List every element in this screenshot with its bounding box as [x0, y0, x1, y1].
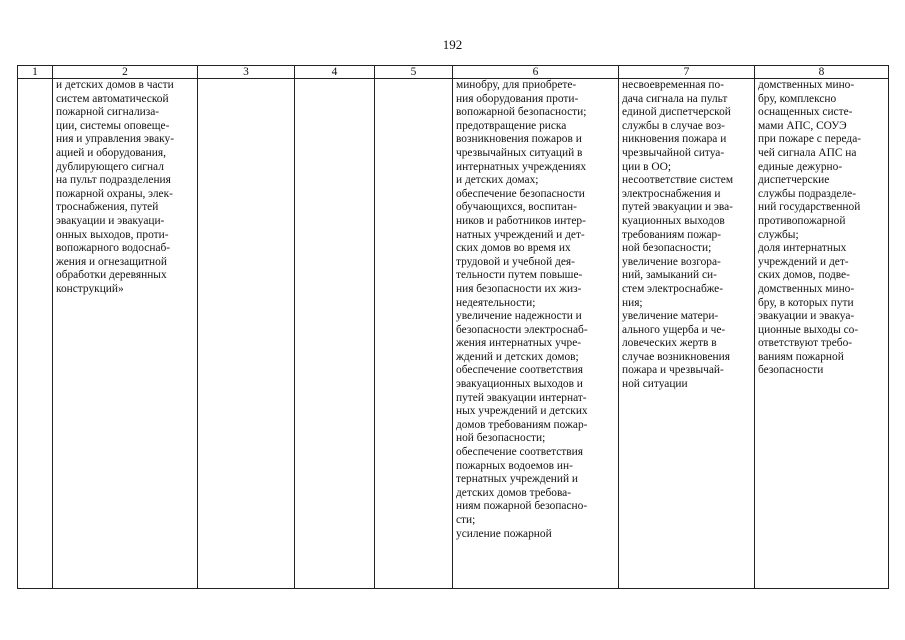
- cell-col-6: [453, 79, 619, 589]
- col6-text-line: эвакуационных выходов и: [456, 378, 583, 391]
- col8-text-line: ний государственной: [758, 201, 861, 214]
- col7-text-line: случае возникновения: [622, 350, 730, 363]
- col2-text-line: конструкций»: [56, 282, 124, 295]
- col2-text-line: эвакуации и эвакуаци-: [56, 214, 165, 227]
- col6-text-line: ниям пожарной безопасно-: [456, 500, 588, 513]
- col2-text-line: жения и огнезащитной: [56, 255, 167, 268]
- document-table: [17, 65, 889, 589]
- header-cell-2: 2: [53, 66, 198, 79]
- col2-text-line: ции, системы оповеще-: [56, 119, 170, 132]
- col6-text-line: обеспечение соответствия: [456, 446, 583, 459]
- header-row: [18, 66, 889, 79]
- col7-text-line: стем электроснабже-: [622, 282, 724, 295]
- col7-text-line: единой диспетчерской: [622, 106, 731, 119]
- cell-col-1: [18, 79, 53, 589]
- col8-text-line: ционные выходы со-: [758, 323, 859, 336]
- header-cell-4: 4: [295, 66, 375, 79]
- header-cell-3: 3: [198, 66, 295, 79]
- col7-text-line: ния;: [622, 296, 643, 309]
- col6-text-line: интернатных учреждениях: [456, 160, 587, 173]
- col6-text-line: усиление пожарной: [456, 527, 552, 540]
- col6-text-line: путей эвакуации интернат-: [456, 391, 587, 404]
- col6-text-line: ных учреждений и детских: [456, 405, 588, 418]
- col8-text-line: единые дежурно-: [758, 160, 843, 173]
- col6-text-line: ских домов во время их: [456, 242, 571, 255]
- col6-text-line: увеличение надежности и: [456, 310, 582, 323]
- col7-text-line: увеличение матери-: [622, 310, 719, 323]
- col8-text-line: ваниям пожарной: [758, 350, 844, 363]
- header-cell-7: 7: [619, 66, 755, 79]
- col6-text-line: возникновения пожаров и: [456, 133, 582, 146]
- col6-text-line: жения интернатных учре-: [456, 337, 582, 350]
- col8-text-line: домственных мино-: [758, 79, 855, 91]
- col6-text-line: ной безопасности;: [456, 432, 546, 445]
- col8-text-line: учреждений и дет-: [758, 255, 849, 268]
- col7-text-line: увеличение возгора-: [622, 255, 721, 268]
- col8-text-line: противопожарной: [758, 214, 846, 227]
- page-number: 192: [442, 37, 463, 52]
- cell-col-8: [755, 79, 889, 589]
- col7-text-line: пожара и чрезвычай-: [622, 364, 724, 377]
- col6-text-line: минобру, для приобрете-: [456, 79, 577, 91]
- col8-text-line: службы подразделе-: [758, 187, 856, 200]
- col7-text-line: никновения пожара и: [622, 133, 727, 146]
- col6-text-line: тернатных учреждений и: [456, 473, 578, 486]
- col6-text-line: ния безопасности их жиз-: [456, 282, 582, 295]
- col6-text-line: ния оборудования проти-: [456, 92, 579, 105]
- col7-text-line: чрезвычайной ситуа-: [622, 146, 725, 159]
- col6-text-line: предотвращение риска: [456, 119, 567, 132]
- col6-text-line: и детских домах;: [456, 174, 539, 187]
- col2-text-line: пожарной сигнализа-: [56, 106, 160, 119]
- col8-text-line: безопасности: [758, 364, 824, 377]
- col2-text-line: ацией и оборудования,: [56, 146, 166, 159]
- col6-text-line: трудовой и учебной дея-: [456, 255, 575, 268]
- col2-text-line: систем автоматической: [56, 92, 169, 105]
- col7-text-line: ной безопасности;: [622, 242, 712, 255]
- col8-text-line: чей сигнала АПС на: [758, 146, 857, 159]
- col7-text-line: службы в случае воз-: [622, 119, 725, 132]
- col7-text-line: путей эвакуации и эва-: [622, 201, 733, 214]
- col8-text-line: оснащенных систе-: [758, 106, 853, 119]
- col8-text-line: бру, в которых пути: [758, 296, 854, 309]
- col2-text-line: обработки деревянных: [56, 269, 167, 282]
- header-cell-1: 1: [18, 66, 53, 79]
- col2-text-line: и детских домов в части: [56, 79, 174, 91]
- header-cell-6: 6: [453, 66, 619, 79]
- content-row: [18, 79, 889, 589]
- col6-text-line: обеспечение безопасности: [456, 187, 585, 200]
- cell-col-3: [198, 79, 295, 589]
- col6-text-line: вопожарной безопасности;: [456, 106, 587, 119]
- cell-col-4: [295, 79, 375, 589]
- col2-text-line: троснабжения, путей: [56, 201, 159, 214]
- col6-text-line: безопасности электроснаб-: [456, 323, 588, 336]
- col7-text-line: ловеческих жертв в: [622, 337, 717, 350]
- col6-text-line: пожарных водоемов ин-: [456, 459, 573, 472]
- col8-text-line: доля интернатных: [758, 242, 847, 255]
- col7-text-line: дача сигнала на пульт: [622, 92, 728, 105]
- col8-text-line: ответствуют требо-: [758, 337, 853, 350]
- col6-text-line: обучающихся, воспитан-: [456, 201, 577, 214]
- col6-text-line: недеятельности;: [456, 296, 536, 309]
- col6-text-line: натных учреждений и дет-: [456, 228, 585, 241]
- cell-col-7: [619, 79, 755, 589]
- col7-text-line: требованиям пожар-: [622, 228, 722, 241]
- col7-text-line: несоответствие систем: [622, 174, 734, 187]
- col8-text-line: мами АПС, СОУЭ: [758, 119, 847, 132]
- col7-text-line: несвоевременная по-: [622, 79, 724, 91]
- col2-text-line: пожарной охраны, элек-: [56, 187, 173, 200]
- col2-text-line: ния и управления эваку-: [56, 133, 175, 146]
- col8-text-line: эвакуации и эвакуа-: [758, 310, 855, 323]
- col7-text-line: ний, замыканий си-: [622, 269, 717, 282]
- col8-text-line: службы;: [758, 228, 799, 241]
- col7-text-line: ной ситуации: [622, 378, 688, 391]
- col2-text-line: онных выходов, проти-: [56, 228, 169, 241]
- col8-text-line: бру, комплексно: [758, 92, 837, 105]
- col6-text-line: ждений и детских домов;: [456, 350, 579, 363]
- cell-col-5: [375, 79, 453, 589]
- col6-text-line: чрезвычайных ситуаций в: [456, 146, 583, 159]
- col8-text-line: при пожаре с переда-: [758, 133, 862, 146]
- header-cell-5: 5: [375, 66, 453, 79]
- col7-text-line: куационных выходов: [622, 214, 725, 227]
- col6-text-line: тельности путем повыше-: [456, 269, 583, 282]
- col2-text-line: дублирующего сигнал: [56, 160, 164, 173]
- col8-text-line: ских домов, подве-: [758, 269, 850, 282]
- col2-text-line: на пульт подразделения: [56, 174, 171, 187]
- col8-text-line: домственных мино-: [758, 282, 855, 295]
- col6-text-line: обеспечение соответствия: [456, 364, 583, 377]
- col6-text-line: сти;: [456, 514, 476, 526]
- cell-col-2: [53, 79, 198, 589]
- col6-text-line: детских домов требова-: [456, 486, 572, 499]
- col7-text-line: ции в ОО;: [622, 160, 671, 173]
- col6-text-line: домов требованиям пожар-: [456, 418, 588, 431]
- col8-text-line: диспетчерские: [758, 174, 830, 187]
- col7-text-line: электроснабжения и: [622, 187, 721, 200]
- header-cell-8: 8: [755, 66, 889, 79]
- col6-text-line: ников и работников интер-: [456, 214, 586, 227]
- col7-text-line: ального ущерба и че-: [622, 323, 726, 336]
- col2-text-line: вопожарного водоснаб-: [56, 242, 171, 255]
